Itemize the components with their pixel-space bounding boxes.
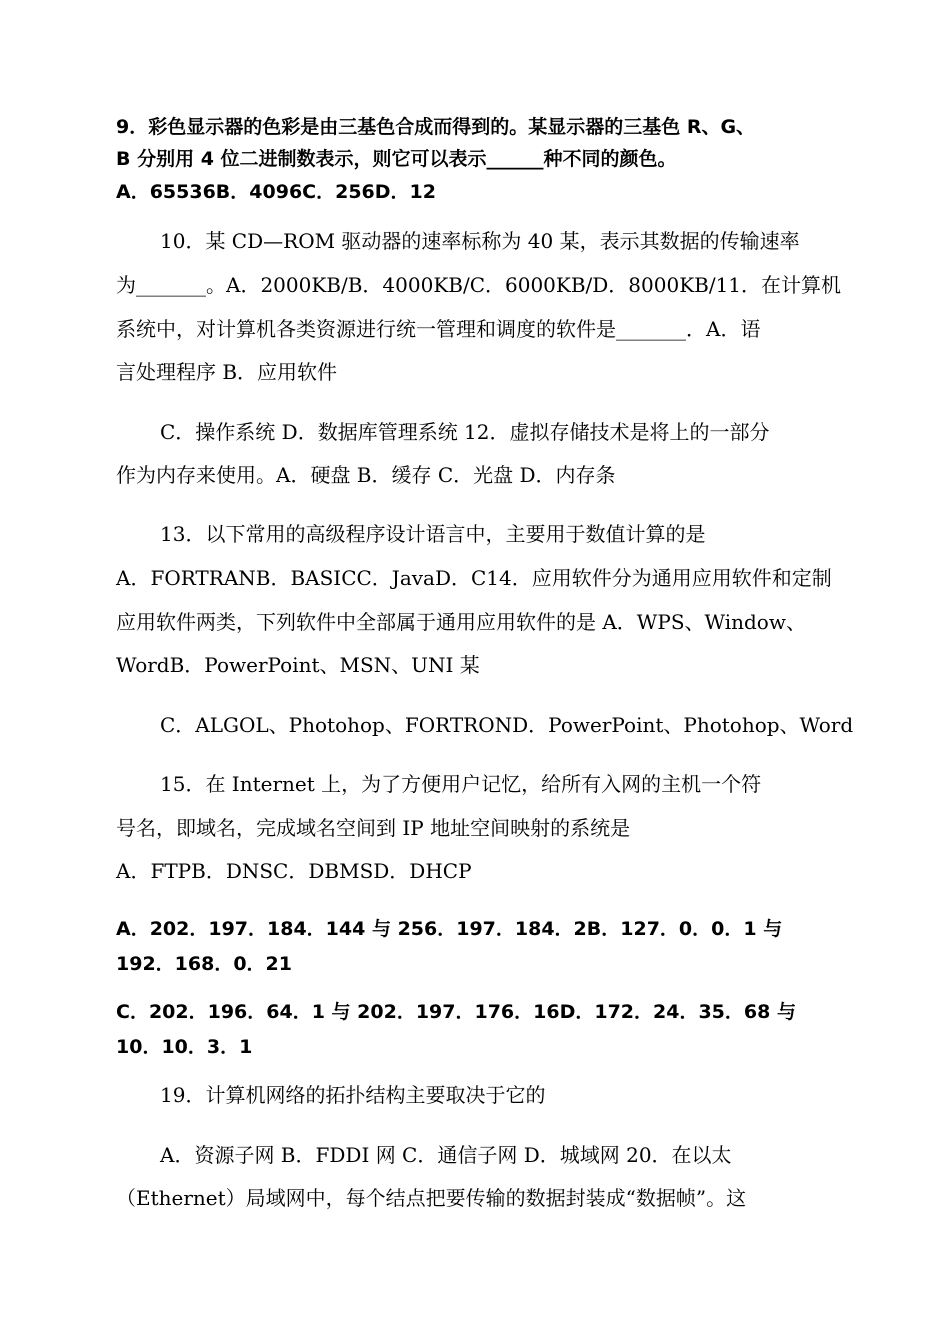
text-line: B 分别用 4 位二进制数表示，则它可以表示______种不同的颜色。 xyxy=(116,148,677,170)
text-line: A．65536B．4096C．256D．12 xyxy=(116,181,436,203)
text-line: C．ALGOL、Photohop、FORTROND．PowerPoint、Photohop、Word xyxy=(160,713,854,737)
text-line: C．202．196．64．1 与 202．197．176．16D．172．24．35．68 与 xyxy=(116,1001,796,1023)
text-line: C．操作系统 D．数据库管理系统 12．虚拟存储技术是将上的一部分 xyxy=(160,420,770,444)
text-line: 15．在 Internet 上，为了方便用户记忆，给所有入网的主机一个符 xyxy=(160,772,762,796)
text-line: 言处理程序 B．应用软件 xyxy=(116,360,338,384)
text-line: 10．10．3．1 xyxy=(116,1036,253,1058)
text-line: A．202．197．184．144 与 256．197．184．2B．127．0．0．1 与 xyxy=(116,918,783,940)
text-line: 9．彩色显示器的色彩是由三基色合成而得到的。某显示器的三基色 R、G、 xyxy=(116,116,756,138)
text-line: 号名，即域名，完成域名空间到 IP 地址空间映射的系统是 xyxy=(116,816,631,840)
text-line: A．资源子网 B．FDDI 网 C．通信子网 D．城域网 20．在以太 xyxy=(160,1143,732,1167)
text-line: 系统中，对计算机各类资源进行统一管理和调度的软件是_______．A．语 xyxy=(116,317,761,341)
text-line: A．FTPB．DNSC．DBMSD．DHCP xyxy=(116,859,472,883)
text-line: A．FORTRANB．BASICC．JavaD．C14．应用软件分为通用应用软件和定制 xyxy=(116,566,832,590)
text-line: 10．某 CD—ROM 驱动器的速率标称为 40 某，表示其数据的传输速率 xyxy=(160,229,800,253)
text-line: 为_______。A．2000KB/B．4000KB/C．6000KB/D．8000KB/11．在计算机 xyxy=(116,273,842,297)
text-line: 应用软件两类，下列软件中全部属于通用应用软件的是 A．WPS、Window、 xyxy=(116,610,806,634)
text-line: WordB．PowerPoint、MSN、UNI 某 xyxy=(116,653,480,677)
text-line: 192．168．0．21 xyxy=(116,953,292,975)
text-line: 13．以下常用的高级程序设计语言中，主要用于数值计算的是 xyxy=(160,522,706,546)
text-line: （Ethernet）局域网中，每个结点把要传输的数据封装成“数据帧”。这 xyxy=(116,1186,747,1210)
text-line: 19．计算机网络的拓扑结构主要取决于它的 xyxy=(160,1083,546,1107)
text-line: 作为内存来使用。A．硬盘 B．缓存 C．光盘 D．内存条 xyxy=(116,463,616,487)
